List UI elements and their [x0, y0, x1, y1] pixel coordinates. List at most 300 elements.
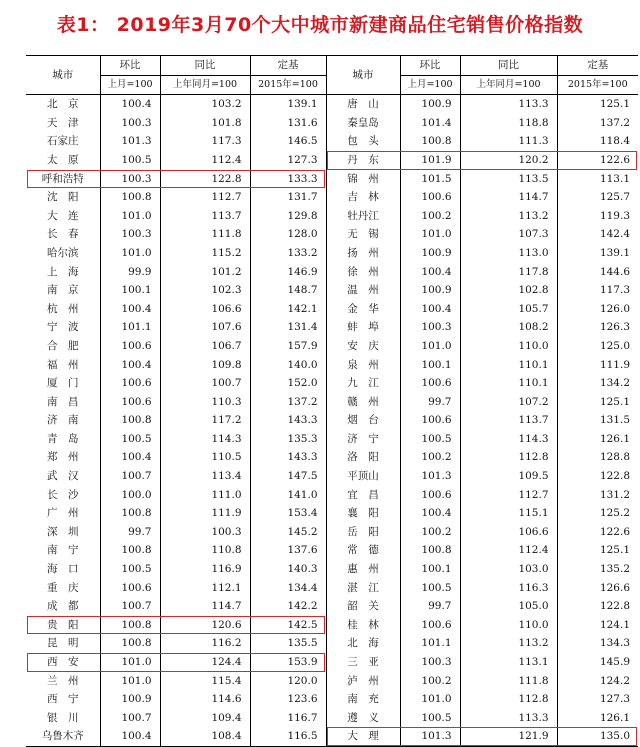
- base-cell: 128.0: [250, 225, 326, 244]
- mom-cell: 100.4: [100, 356, 160, 375]
- table-row: [26, 634, 638, 653]
- mom-cell: 101.9: [400, 151, 460, 170]
- mom-cell: 100.1: [400, 560, 460, 579]
- base-cell: 127.3: [250, 151, 326, 170]
- base-cell: 131.7: [250, 188, 326, 207]
- base-cell: 137.6: [250, 541, 326, 560]
- mom-cell: 100.5: [400, 579, 460, 598]
- city-cell: 武 汉: [47, 470, 79, 483]
- table-row: [26, 95, 638, 114]
- table-row: [26, 616, 638, 635]
- header-yoy-right: 同比: [460, 56, 557, 76]
- yoy-cell: 113.3: [460, 709, 557, 728]
- base-cell: 142.2: [250, 597, 326, 616]
- base-cell: 131.5: [557, 411, 638, 430]
- city-cell: 宜 昌: [326, 486, 400, 505]
- base-cell: 148.7: [250, 281, 326, 300]
- mom-cell: 101.1: [100, 318, 160, 337]
- yoy-cell: 100.7: [160, 374, 250, 393]
- table-row: [26, 672, 638, 691]
- yoy-cell: 117.3: [160, 132, 250, 151]
- city-cell: 深 圳: [47, 525, 79, 538]
- mom-cell: 101.5: [400, 170, 460, 189]
- yoy-cell: 116.9: [160, 560, 250, 579]
- city-cell: 西 安: [47, 656, 79, 668]
- city-cell: 南 京: [47, 284, 79, 297]
- city-cell: 太 原: [47, 153, 79, 166]
- city-cell: 牡丹江: [326, 207, 400, 226]
- base-cell: 122.8: [557, 597, 638, 616]
- city-cell: 厦 门: [47, 377, 79, 390]
- mom-cell: 100.2: [400, 523, 460, 542]
- mom-cell: 101.0: [100, 207, 160, 226]
- base-cell: 139.1: [250, 95, 326, 114]
- table-row: [26, 337, 638, 356]
- header-base-left: 定基: [250, 56, 326, 76]
- mom-cell: 100.8: [100, 411, 160, 430]
- mom-cell: 101.3: [400, 727, 460, 746]
- city-cell: 遵 义: [326, 709, 400, 728]
- table-row: [26, 411, 638, 430]
- header-yoy-sub-right: 上年同月=100: [460, 75, 557, 95]
- yoy-cell: 113.7: [160, 207, 250, 226]
- mom-cell: 99.9: [100, 263, 160, 282]
- yoy-cell: 112.7: [460, 486, 557, 505]
- mom-cell: 100.3: [100, 114, 160, 133]
- city-cell: 韶 关: [326, 597, 400, 616]
- yoy-cell: 124.4: [160, 653, 250, 672]
- page-title: 表1： 2019年3月70个大中城市新建商品住宅销售价格指数: [56, 14, 584, 36]
- mom-cell: 100.8: [400, 541, 460, 560]
- base-cell: 126.6: [557, 579, 638, 598]
- city-cell: 南 宁: [47, 544, 79, 557]
- mom-cell: 100.6: [400, 616, 460, 635]
- city-cell: 郑 州: [47, 451, 79, 464]
- mom-cell: 101.0: [400, 337, 460, 356]
- yoy-cell: 113.4: [160, 467, 250, 486]
- yoy-cell: 120.6: [160, 616, 250, 635]
- mom-cell: 100.4: [100, 448, 160, 467]
- city-cell: 唐 山: [326, 95, 400, 114]
- table-row: [26, 579, 638, 598]
- city-cell: 洛 阳: [326, 448, 400, 467]
- header-yoy-left: 同比: [160, 56, 250, 76]
- base-cell: 139.1: [557, 244, 638, 263]
- table-row: [26, 486, 638, 505]
- base-cell: 135.2: [557, 560, 638, 579]
- base-cell: 125.1: [557, 541, 638, 560]
- table-body: [26, 95, 638, 747]
- mom-cell: 100.0: [100, 486, 160, 505]
- mom-cell: 100.6: [400, 411, 460, 430]
- mom-cell: 100.4: [100, 300, 160, 319]
- city-cell: 北 海: [326, 634, 400, 653]
- city-cell: 泸 州: [326, 672, 400, 691]
- mom-cell: 100.4: [400, 504, 460, 523]
- mom-cell: 99.7: [400, 393, 460, 412]
- yoy-cell: 114.7: [160, 597, 250, 616]
- yoy-cell: 105.0: [460, 597, 557, 616]
- yoy-cell: 109.4: [160, 709, 250, 728]
- mom-cell: 100.6: [400, 486, 460, 505]
- city-cell: 重 庆: [47, 581, 79, 594]
- table-row: [26, 114, 638, 133]
- base-cell: 122.8: [557, 467, 638, 486]
- mom-cell: 100.7: [100, 597, 160, 616]
- city-cell: 昆 明: [47, 637, 79, 650]
- yoy-cell: 113.7: [460, 411, 557, 430]
- mom-cell: 100.3: [100, 225, 160, 244]
- base-cell: 124.2: [557, 672, 638, 691]
- base-cell: 131.4: [250, 318, 326, 337]
- header-mom-right: 环比: [400, 56, 460, 76]
- yoy-cell: 111.0: [160, 486, 250, 505]
- base-cell: 135.5: [250, 634, 326, 653]
- mom-cell: 101.0: [400, 225, 460, 244]
- mom-cell: 100.8: [400, 132, 460, 151]
- city-cell: 襄 阳: [326, 504, 400, 523]
- mom-cell: 101.0: [400, 690, 460, 709]
- city-cell: 济 宁: [326, 430, 400, 449]
- city-cell: 呼和浩特: [41, 172, 84, 185]
- yoy-cell: 107.6: [160, 318, 250, 337]
- city-cell: 金 华: [326, 300, 400, 319]
- yoy-cell: 110.0: [460, 616, 557, 635]
- yoy-cell: 108.2: [460, 318, 557, 337]
- base-cell: 125.0: [557, 337, 638, 356]
- city-cell: 杭 州: [47, 302, 79, 315]
- base-cell: 143.3: [250, 448, 326, 467]
- base-cell: 118.4: [557, 132, 638, 151]
- yoy-cell: 112.8: [460, 690, 557, 709]
- city-cell: 无 锡: [326, 225, 400, 244]
- city-cell: 济 南: [47, 414, 79, 427]
- base-cell: 141.0: [250, 486, 326, 505]
- yoy-cell: 116.3: [460, 579, 557, 598]
- mom-cell: 100.1: [400, 356, 460, 375]
- table-row: [26, 709, 638, 728]
- city-cell: 锦 州: [326, 170, 400, 189]
- mom-cell: 101.3: [400, 467, 460, 486]
- yoy-cell: 117.8: [460, 263, 557, 282]
- city-cell: 丹 东: [326, 151, 400, 170]
- city-cell: 秦皇岛: [326, 114, 400, 133]
- table-row: [26, 523, 638, 542]
- mom-cell: 100.3: [400, 318, 460, 337]
- city-cell: 长 春: [47, 228, 79, 241]
- city-cell: 湛 江: [326, 579, 400, 598]
- yoy-cell: 117.2: [160, 411, 250, 430]
- yoy-cell: 108.4: [160, 727, 250, 746]
- city-cell: 徐 州: [326, 263, 400, 282]
- yoy-cell: 110.0: [460, 337, 557, 356]
- base-cell: 116.7: [250, 709, 326, 728]
- city-cell: 沈 阳: [47, 191, 79, 204]
- base-cell: 125.7: [557, 188, 638, 207]
- yoy-cell: 102.8: [460, 281, 557, 300]
- city-cell: 海 口: [47, 563, 79, 576]
- city-cell: 吉 林: [326, 188, 400, 207]
- mom-cell: 100.4: [400, 263, 460, 282]
- base-cell: 126.0: [557, 300, 638, 319]
- yoy-cell: 114.3: [460, 430, 557, 449]
- base-cell: 133.2: [250, 244, 326, 263]
- yoy-cell: 118.8: [460, 114, 557, 133]
- mom-cell: 100.4: [400, 300, 460, 319]
- yoy-cell: 105.7: [460, 300, 557, 319]
- yoy-cell: 111.8: [460, 672, 557, 691]
- city-cell: 石家庄: [47, 135, 79, 148]
- city-cell: 惠 州: [326, 560, 400, 579]
- mom-cell: 100.8: [100, 634, 160, 653]
- table-row: [26, 504, 638, 523]
- mom-cell: 100.9: [100, 690, 160, 709]
- mom-cell: 100.6: [400, 374, 460, 393]
- base-cell: 142.4: [557, 225, 638, 244]
- city-cell: 南 充: [326, 690, 400, 709]
- mom-cell: 100.2: [400, 672, 460, 691]
- base-cell: 133.3: [250, 170, 326, 189]
- mom-cell: 100.5: [100, 151, 160, 170]
- mom-cell: 101.4: [400, 114, 460, 133]
- city-cell: 三 亚: [326, 653, 400, 672]
- yoy-cell: 116.2: [160, 634, 250, 653]
- yoy-cell: 114.7: [460, 188, 557, 207]
- yoy-cell: 113.5: [460, 170, 557, 189]
- base-cell: 140.0: [250, 356, 326, 375]
- base-cell: 143.3: [250, 411, 326, 430]
- header-city-left: 城市: [26, 56, 100, 95]
- city-cell: 大 理: [326, 727, 400, 746]
- city-cell: 福 州: [47, 358, 79, 371]
- base-cell: 117.3: [557, 281, 638, 300]
- mom-cell: 100.7: [100, 709, 160, 728]
- base-cell: 152.0: [250, 374, 326, 393]
- yoy-cell: 111.8: [160, 225, 250, 244]
- city-cell: 合 肥: [47, 339, 79, 352]
- header-city-right: 城市: [326, 56, 400, 95]
- header-yoy-sub-left: 上年同月=100: [160, 75, 250, 95]
- base-cell: 142.1: [250, 300, 326, 319]
- city-cell: 平顶山: [326, 467, 400, 486]
- yoy-cell: 113.0: [460, 244, 557, 263]
- yoy-cell: 101.2: [160, 263, 250, 282]
- mom-cell: 100.9: [400, 244, 460, 263]
- mom-cell: 101.0: [100, 244, 160, 263]
- city-cell: 安 庆: [326, 337, 400, 356]
- base-cell: 128.8: [557, 448, 638, 467]
- yoy-cell: 110.5: [160, 448, 250, 467]
- base-cell: 134.3: [557, 634, 638, 653]
- base-cell: 157.9: [250, 337, 326, 356]
- yoy-cell: 112.4: [160, 151, 250, 170]
- mom-cell: 100.9: [400, 281, 460, 300]
- mom-cell: 100.3: [100, 170, 160, 189]
- city-cell: 北 京: [47, 98, 79, 111]
- mom-cell: 100.2: [400, 207, 460, 226]
- base-cell: 153.4: [250, 504, 326, 523]
- header-base-sub-right: 2015年=100: [557, 75, 638, 95]
- yoy-cell: 109.8: [160, 356, 250, 375]
- table-row: [26, 597, 638, 616]
- city-cell: 银 川: [47, 711, 79, 724]
- base-cell: 126.1: [557, 709, 638, 728]
- base-cell: 145.9: [557, 653, 638, 672]
- yoy-cell: 103.2: [160, 95, 250, 114]
- header-mom-sub-right: 上月=100: [400, 75, 460, 95]
- table-row: [26, 374, 638, 393]
- yoy-cell: 113.3: [460, 95, 557, 114]
- city-cell: 赣 州: [326, 393, 400, 412]
- city-cell: 哈尔滨: [47, 246, 79, 259]
- city-cell: 青 岛: [47, 432, 79, 445]
- base-cell: 113.1: [557, 170, 638, 189]
- mom-cell: 101.0: [100, 672, 160, 691]
- yoy-cell: 115.4: [160, 672, 250, 691]
- mom-cell: 100.8: [100, 188, 160, 207]
- base-cell: 146.5: [250, 132, 326, 151]
- base-cell: 119.3: [557, 207, 638, 226]
- table-row: [26, 430, 638, 449]
- mom-cell: 100.8: [100, 541, 160, 560]
- yoy-cell: 112.1: [160, 579, 250, 598]
- mom-cell: 100.7: [100, 467, 160, 486]
- mom-cell: 100.6: [100, 579, 160, 598]
- mom-cell: 100.4: [100, 95, 160, 114]
- mom-cell: 99.7: [400, 597, 460, 616]
- mom-cell: 101.0: [100, 653, 160, 672]
- yoy-cell: 120.2: [460, 151, 557, 170]
- base-cell: 142.5: [250, 616, 326, 635]
- yoy-cell: 113.2: [460, 207, 557, 226]
- yoy-cell: 106.7: [160, 337, 250, 356]
- yoy-cell: 107.2: [460, 393, 557, 412]
- table-row: [26, 225, 638, 244]
- yoy-cell: 106.6: [160, 300, 250, 319]
- base-cell: 140.3: [250, 560, 326, 579]
- base-cell: 125.1: [557, 95, 638, 114]
- table-row: [26, 448, 638, 467]
- yoy-cell: 100.3: [160, 523, 250, 542]
- yoy-cell: 122.8: [160, 170, 250, 189]
- yoy-cell: 111.9: [160, 504, 250, 523]
- city-cell: 成 都: [47, 600, 79, 613]
- city-cell: 泉 州: [326, 356, 400, 375]
- base-cell: 137.2: [250, 393, 326, 412]
- table-row: [26, 727, 638, 746]
- yoy-cell: 112.4: [460, 541, 557, 560]
- yoy-cell: 110.3: [160, 393, 250, 412]
- mom-cell: 100.6: [400, 188, 460, 207]
- yoy-cell: 107.3: [460, 225, 557, 244]
- city-cell: 九 江: [326, 374, 400, 393]
- yoy-cell: 103.0: [460, 560, 557, 579]
- base-cell: 145.2: [250, 523, 326, 542]
- yoy-cell: 111.3: [460, 132, 557, 151]
- yoy-cell: 110.1: [460, 374, 557, 393]
- header-base-right: 定基: [557, 56, 638, 76]
- base-cell: 122.6: [557, 523, 638, 542]
- base-cell: 126.1: [557, 430, 638, 449]
- city-cell: 南 昌: [47, 395, 79, 408]
- mom-cell: 100.6: [100, 374, 160, 393]
- city-cell: 宁 波: [47, 321, 79, 334]
- yoy-cell: 110.8: [160, 541, 250, 560]
- yoy-cell: 106.6: [460, 523, 557, 542]
- base-cell: 131.6: [250, 114, 326, 133]
- mom-cell: 100.8: [100, 504, 160, 523]
- mom-cell: 100.9: [400, 95, 460, 114]
- table-row: [26, 690, 638, 709]
- base-cell: 122.6: [557, 151, 638, 170]
- table-row: [26, 560, 638, 579]
- mom-cell: 100.4: [100, 727, 160, 746]
- city-cell: 桂 林: [326, 616, 400, 635]
- city-cell: 天 津: [47, 116, 79, 129]
- city-cell: 烟 台: [326, 411, 400, 430]
- base-cell: 120.0: [250, 672, 326, 691]
- base-cell: 144.6: [557, 263, 638, 282]
- table-row: [26, 318, 638, 337]
- base-cell: 125.1: [557, 393, 638, 412]
- base-cell: 146.9: [250, 263, 326, 282]
- table-row: [26, 207, 638, 226]
- base-cell: 125.2: [557, 504, 638, 523]
- base-cell: 116.5: [250, 727, 326, 746]
- base-cell: 111.9: [557, 356, 638, 375]
- price-index-table: [26, 55, 638, 747]
- city-cell: 长 沙: [47, 488, 79, 501]
- base-cell: 127.3: [557, 690, 638, 709]
- mom-cell: 101.3: [100, 132, 160, 151]
- mom-cell: 100.5: [100, 560, 160, 579]
- base-cell: 135.3: [250, 430, 326, 449]
- base-cell: 126.3: [557, 318, 638, 337]
- yoy-cell: 113.1: [460, 653, 557, 672]
- base-cell: 137.2: [557, 114, 638, 133]
- table-row: [26, 244, 638, 263]
- mom-cell: 101.1: [400, 634, 460, 653]
- table-row: [26, 263, 638, 282]
- mom-cell: 100.6: [100, 337, 160, 356]
- city-cell: 广 州: [47, 507, 79, 520]
- yoy-cell: 101.8: [160, 114, 250, 133]
- table-row: [26, 170, 638, 189]
- city-cell: 温 州: [326, 281, 400, 300]
- mom-cell: 100.5: [400, 430, 460, 449]
- city-cell: 西 宁: [47, 693, 79, 706]
- base-cell: 134.2: [557, 374, 638, 393]
- city-cell: 大 连: [47, 209, 79, 222]
- yoy-cell: 113.2: [460, 634, 557, 653]
- base-cell: 124.1: [557, 616, 638, 635]
- base-cell: 129.8: [250, 207, 326, 226]
- yoy-cell: 114.3: [160, 430, 250, 449]
- header-mom-sub-left: 上月=100: [100, 75, 160, 95]
- mom-cell: 100.5: [100, 430, 160, 449]
- base-cell: 134.4: [250, 579, 326, 598]
- yoy-cell: 110.1: [460, 356, 557, 375]
- city-cell: 蚌 埠: [326, 318, 400, 337]
- yoy-cell: 102.3: [160, 281, 250, 300]
- mom-cell: 100.3: [400, 653, 460, 672]
- base-cell: 153.9: [250, 653, 326, 672]
- mom-cell: 100.6: [100, 393, 160, 412]
- city-cell: 常 德: [326, 541, 400, 560]
- yoy-cell: 115.2: [160, 244, 250, 263]
- table-row: [26, 281, 638, 300]
- table-row: [26, 356, 638, 375]
